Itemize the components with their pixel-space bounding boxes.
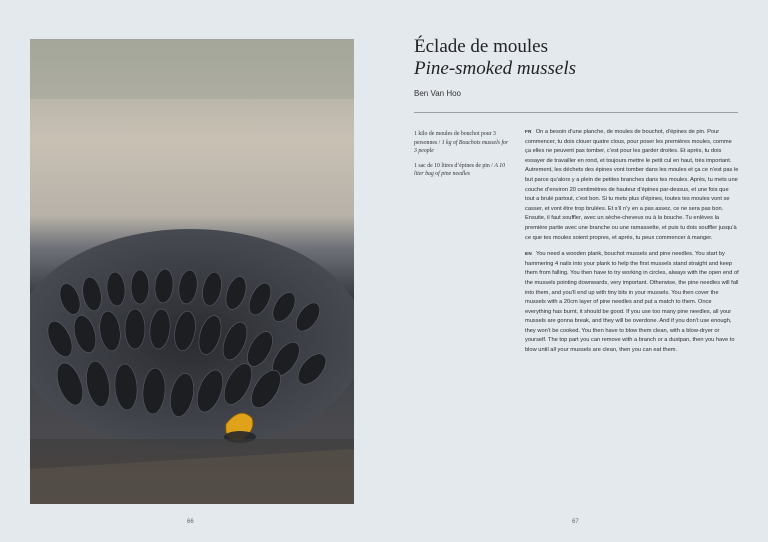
- ingredient-fr: 1 kilo de moules de bouchot pour 3 personnes: [414, 131, 496, 146]
- mussels-photo: [30, 39, 354, 504]
- author-name: Ben Van Hoo: [414, 89, 461, 98]
- text-english: You need a wooden plank, bouchot mussels and pine needles. You start by hammering 4 nails into your plank to help the first mussels stand straight and keep them from falling. You then have to try working in circles, always with the open end of the mussels pointing downwards, very important. Otherwise, the pine needles will fall into them, and you’ll end up with tiny bits in your mussels. You then cover the mussels with a 20cm layer of pine needles and put a match to them. Once everything has burnt, it should be good. If you use too many pine needles, all your mussels are gonna break, and they will be overdone. And if you don’t use enough, they won’t be cooked. You then have to blow them clean, with a blow-dryer or yourself. The top part you can remove with a branch or a dustpan, then you have to blow until all your mussels are clean, then you can eat them.: [525, 251, 739, 354]
- recipe-text: [525, 127, 739, 362]
- recipe-title: [414, 36, 576, 80]
- ingredient-item: 1 kilo de moules de bouchot pour 3 personnes / 1 kg of Bouchots mussels for 3 people: [414, 131, 509, 155]
- ingredient-en: A 10 liter bag of pine needles: [414, 162, 506, 178]
- text-french: On a besoin d’une planche, de moules de bouchot, d’épines de pin. Pour commencer, tu dois clouer quatre clous, pour poser les premières moules, comme ça elles ne peuvent pas tomber, c’est pour les garder droites. Et après, tu dois essayer de travailler en rond, et toujours mettre le petit cul en haut, très important. Autrement, les déchets des épines vont tomber dans les moules et ça ce n’est pas le but parce qu’alors y a plein de petites branches dans tes moules. Après, tu mets une couche d’environ 20 centimètres de hauteur d’épines par-dessus, et une fois que tout a brulé partout, c’est bon. Si tu mets plus d’épines, toutes tes moules vont se casser, et vont être trop brulées. Et s’il n’y en a pas assez, ce ne sera pas bon. Ensuite, il faut souffler, avec un sèche-cheveux ou à la bouche. Tu enlèves la première partie avec une branche ou une ramassette, et puis tu dois souffler jusqu’à ce que tes moules soient propres, et après, tu peux commencer à manger.: [525, 129, 739, 241]
- ingredient-en: 1 kg of Bouchots mussels for 3 people: [414, 139, 509, 155]
- right-page: [384, 0, 768, 542]
- paragraph-french: [525, 127, 739, 243]
- page-number-left: 66: [187, 519, 194, 525]
- paragraph-english: [525, 249, 739, 356]
- photo-illustration: [30, 39, 354, 504]
- ingredient-item: 1 sac de 10 litres d’épines de pin / A 10 liter bag of pine needles: [414, 162, 506, 178]
- title-english: Pine-smoked mussels: [414, 58, 576, 79]
- title-french: Éclade de moules: [414, 36, 549, 57]
- language-label-fr: FR: [525, 129, 532, 134]
- ingredients-list: [414, 130, 512, 185]
- page-number-right: 67: [572, 519, 579, 525]
- ingredient-fr: 1 sac de 10 litres d’épines de pin: [414, 162, 490, 169]
- language-label-en: EN: [525, 251, 532, 257]
- divider: [414, 112, 738, 113]
